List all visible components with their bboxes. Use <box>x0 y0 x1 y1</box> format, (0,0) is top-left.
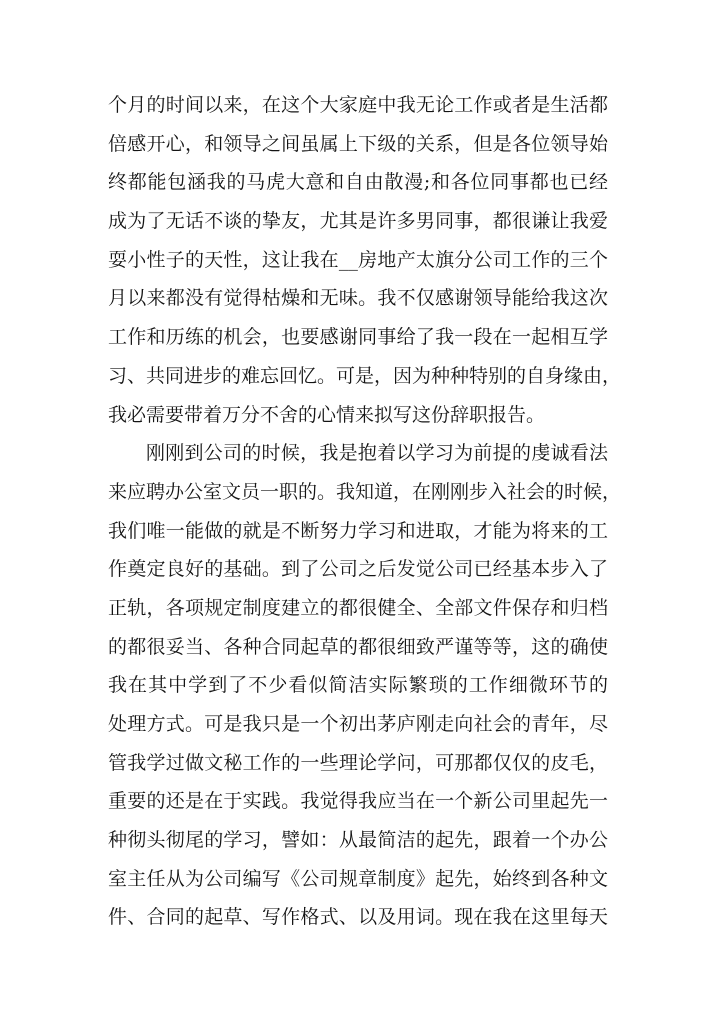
text-line: 种彻头彻尾的学习，譬如：从最简洁的起先，跟着一个办公 <box>108 829 608 852</box>
text-line: 正轨，各项规定制度建立的都很健全、全部文件保存和归档 <box>108 596 608 619</box>
text-line: 工作和历练的机会，也要感谢同事给了我一段在一起相互学 <box>108 326 608 349</box>
text-line: 作奠定良好的基础。到了公司之后发觉公司已经基本步入了 <box>108 558 608 581</box>
text-line: 耍小性子的天性，这让我在__房地产太旗分公司工作的三个 <box>108 248 608 271</box>
document-body <box>108 86 622 937</box>
text-line: 来应聘办公室文员一职的。我知道，在刚刚步入社会的时候， <box>108 480 622 503</box>
text-line: 重要的还是在于实践。我觉得我应当在一个新公司里起先一 <box>108 790 608 813</box>
paragraph-1 <box>108 86 622 434</box>
text-line: 管我学过做文秘工作的一些理论学问，可那都仅仅的皮毛， <box>108 751 608 774</box>
text-line: 的都很妥当、各种合同起草的都很细致严谨等等，这的确使 <box>108 635 608 658</box>
text-line: 刚刚到公司的时候，我是抱着以学习为前提的虔诚看法 <box>146 442 608 465</box>
text-line: 处理方式。可是我只是一个初出茅庐刚走向社会的青年，尽 <box>108 713 608 735</box>
text-line: 个月的时间以来，在这个大家庭中我无论工作或者是生活都 <box>108 94 608 116</box>
text-line: 成为了无话不谈的挚友，尤其是许多男同事，都很谦让我爱 <box>108 210 608 233</box>
text-line: 件、合同的起草、写作格式、以及用词。现在我在这里每天 <box>108 906 608 929</box>
paragraph-2 <box>108 434 622 937</box>
text-line: 终都能包涵我的马虎大意和自由散漫;和各位同事都也已经 <box>108 171 608 194</box>
text-line: 我们唯一能做的就是不断努力学习和进取，才能为将来的工 <box>108 519 608 542</box>
text-line: 我在其中学到了不少看似简洁实际繁琐的工作细微环节的 <box>108 674 608 697</box>
text-line: 月以来都没有觉得枯燥和无味。我不仅感谢领导能给我这次 <box>108 287 608 310</box>
text-line: 我必需要带着万分不舍的心情来拟写这份辞职报告。 <box>108 403 546 426</box>
text-line: 室主任从为公司编写《公司规章制度》起先，始终到各种文 <box>108 867 608 890</box>
text-line: 倍感开心，和领导之间虽属上下级的关系，但是各位领导始 <box>108 132 608 155</box>
text-line: 习、共同进步的难忘回忆。可是，因为种种特别的自身缘由， <box>108 364 622 387</box>
